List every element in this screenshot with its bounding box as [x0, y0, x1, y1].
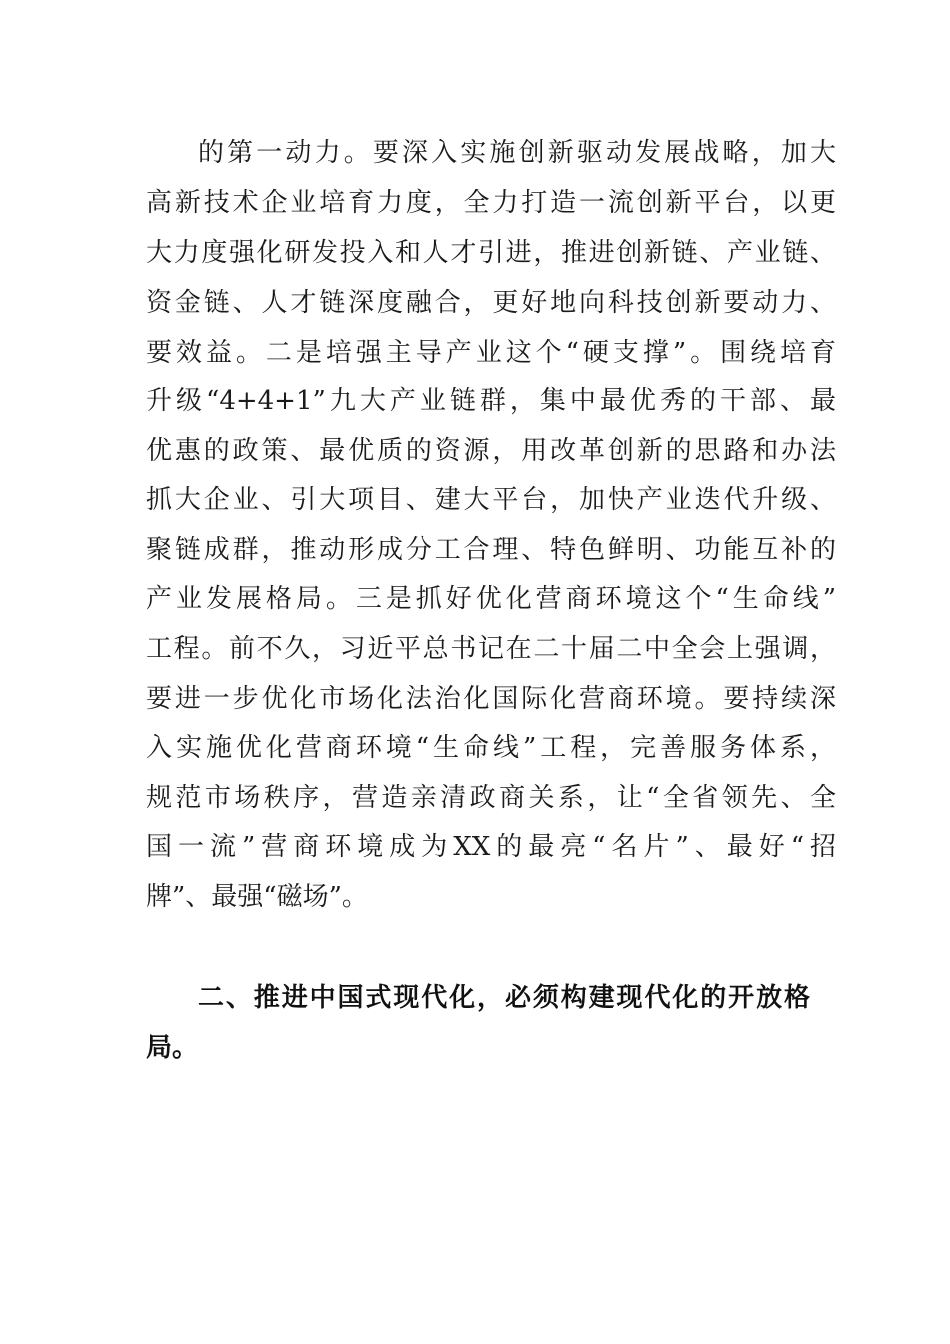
paragraph-line-12: 要进一步优化市场化法治化国际化营商环境。要持续深	[146, 684, 836, 714]
paragraph-line-10: 产业发展格局。三是抓好优化营商环境这个“生命线”	[146, 584, 836, 614]
section-heading-line-2: 局。	[146, 1033, 199, 1063]
paragraph-line-3: 大力度强化研发投入和人才引进，推进创新链、产业链、	[146, 238, 836, 268]
paragraph-line-6: 升级“4+4+1”九大产业链群，集中最优秀的干部、最	[146, 386, 836, 416]
paragraph-line-11: 工程。前不久，习近平总书记在二十届二中全会上强调，	[146, 634, 836, 664]
paragraph-line-5: 要效益。二是培强主导产业这个“硬支撑”。围绕培育	[146, 338, 836, 368]
section-heading-line-1: 二、推进中国式现代化，必须构建现代化的开放格	[198, 983, 810, 1013]
paragraph-line-8: 抓大企业、引大项目、建大平台，加快产业迭代升级、	[146, 485, 836, 515]
paragraph-line-4: 资金链、人才链深度融合，更好地向科技创新要动力、	[146, 288, 836, 318]
paragraph-line-1: 的第一动力。要深入实施创新驱动发展战略，加大	[198, 138, 836, 168]
paragraph-line-15: 国一流”营商环境成为XX的最亮“名片”、最好“招	[146, 832, 836, 862]
paragraph-line-16: 牌”、最强“磁场”。	[146, 882, 368, 912]
paragraph-line-2: 高新技术企业培育力度，全力打造一流创新平台，以更	[146, 188, 836, 218]
paragraph-line-13: 入实施优化营商环境“生命线”工程，完善服务体系，	[146, 733, 836, 763]
paragraph-line-14: 规范市场秩序，营造亲清政商关系，让“全省领先、全	[146, 783, 836, 813]
paragraph-line-7: 优惠的政策、最优质的资源，用改革创新的思路和办法	[146, 436, 836, 466]
paragraph-line-9: 聚链成群，推动形成分工合理、特色鲜明、功能互补的	[146, 535, 836, 565]
